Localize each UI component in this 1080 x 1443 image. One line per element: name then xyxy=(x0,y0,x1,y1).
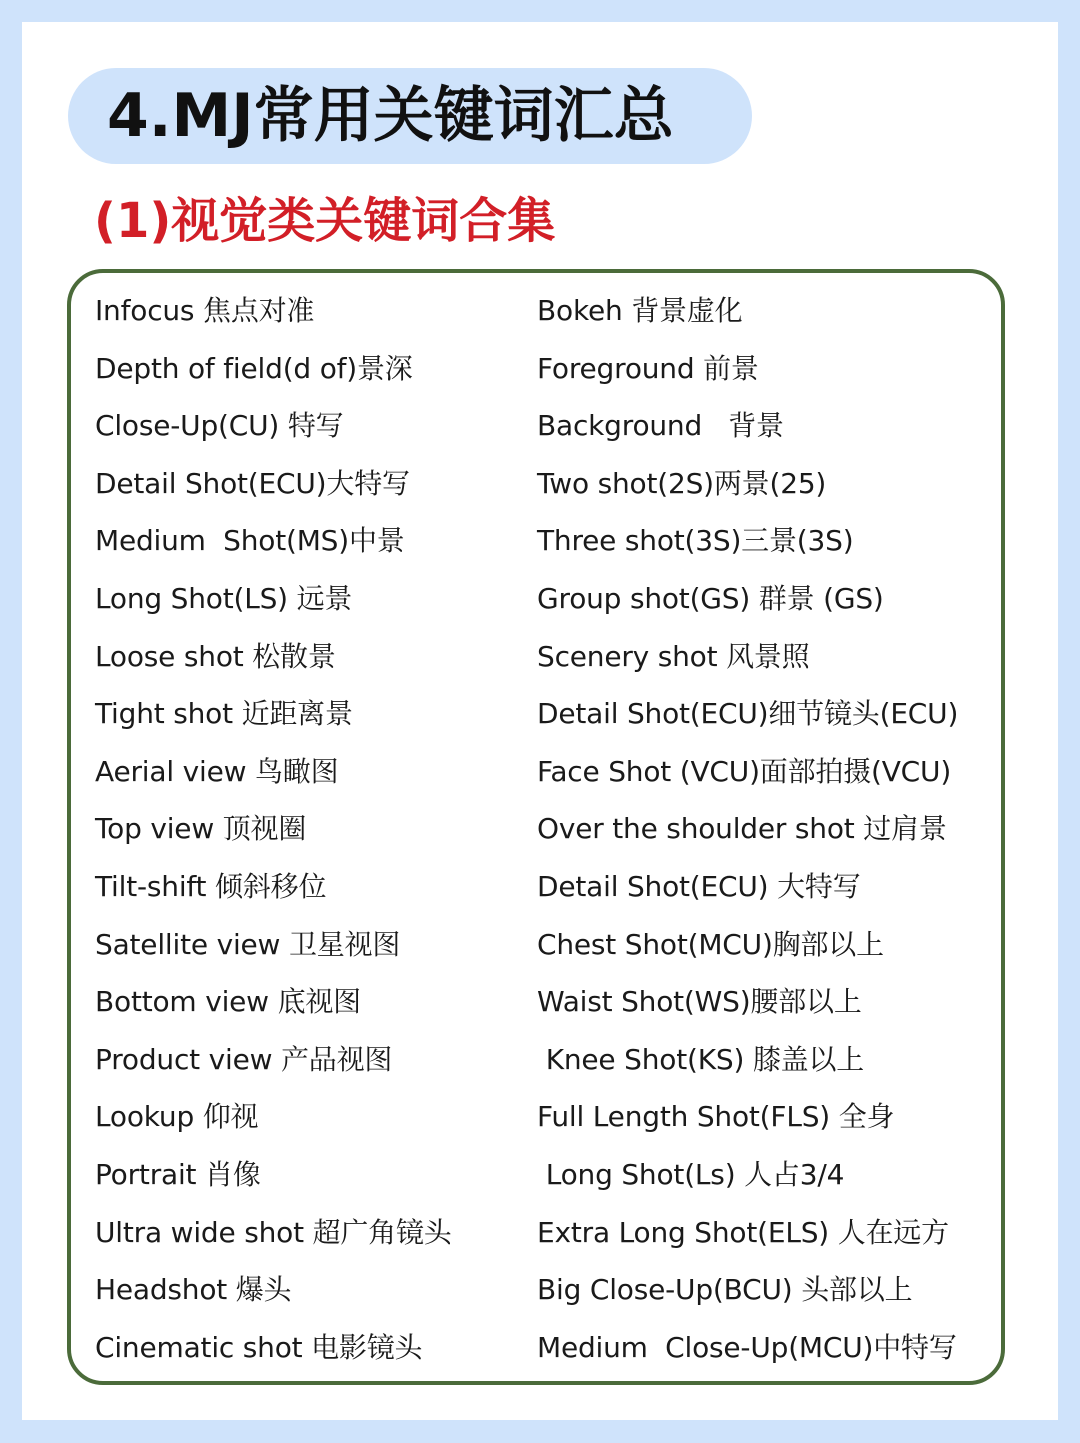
list-item: Top view 顶视圈 xyxy=(95,812,307,846)
list-item: Extra Long Shot(ELS) 人在远方 xyxy=(537,1215,949,1249)
list-item: Over the shoulder shot 过肩景 xyxy=(537,812,947,846)
list-item: Tight shot 近距离景 xyxy=(95,697,353,731)
list-item: Background 背景 xyxy=(537,409,784,443)
page-title: 4.MJ常用关键词汇总 xyxy=(107,81,674,151)
list-item: Detail Shot(ECU)细节镜头(ECU) xyxy=(537,697,959,731)
list-item: Detail Shot(ECU)大特写 xyxy=(95,466,410,500)
list-item: Medium Close-Up(MCU)中特写 xyxy=(537,1330,957,1364)
list-item: Full Length Shot(FLS) 全身 xyxy=(537,1100,895,1134)
list-item: Headshot 爆头 xyxy=(95,1273,292,1307)
list-item: Bokeh 背景虚化 xyxy=(537,294,743,327)
list-item: Group shot(GS) 群景 (GS) xyxy=(537,581,884,615)
list-item: Cinematic shot 电影镜头 xyxy=(95,1330,423,1364)
list-item: Aerial view 鸟瞰图 xyxy=(95,754,339,788)
list-item: Detail Shot(ECU) 大特写 xyxy=(537,869,861,903)
list-item: Tilt-shift 倾斜移位 xyxy=(95,869,327,903)
list-item: Infocus 焦点对准 xyxy=(95,294,315,327)
list-item: Product view 产品视图 xyxy=(95,1042,393,1076)
list-item: Lookup 仰视 xyxy=(95,1100,259,1134)
list-item: Two shot(2S)两景(25) xyxy=(537,466,827,500)
list-item: Foreground 前景 xyxy=(537,351,759,385)
keyword-column-right xyxy=(537,282,1007,1376)
list-item: Face Shot (VCU)面部拍摄(VCU) xyxy=(537,754,952,788)
list-item: Medium Shot(MS)中景 xyxy=(95,524,405,558)
section-subtitle: (1)视觉类关键词合集 xyxy=(94,193,556,249)
list-item: Long Shot(Ls) 人占3/4 xyxy=(537,1157,845,1191)
list-item: Satellite view 卫星视图 xyxy=(95,927,401,961)
list-item: Knee Shot(KS) 膝盖以上 xyxy=(537,1042,865,1076)
list-item: Chest Shot(MCU)胸部以上 xyxy=(537,927,884,961)
list-item: Ultra wide shot 超广角镜头 xyxy=(95,1215,452,1249)
list-item: Three shot(3S)三景(3S) xyxy=(537,524,854,558)
keyword-column-left xyxy=(95,282,525,1376)
list-item: Depth of field(d of)景深 xyxy=(95,351,413,385)
list-item: Scenery shot 风景照 xyxy=(537,639,810,673)
list-item: Bottom view 底视图 xyxy=(95,985,361,1019)
list-item: Big Close-Up(BCU) 头部以上 xyxy=(537,1273,913,1307)
list-item: Portrait 肖像 xyxy=(95,1157,261,1191)
list-item: Long Shot(LS) 远景 xyxy=(95,581,353,615)
list-item: Loose shot 松散景 xyxy=(95,639,336,673)
list-item: Waist Shot(WS)腰部以上 xyxy=(537,985,862,1019)
list-item: Close-Up(CU) 特写 xyxy=(95,409,344,443)
